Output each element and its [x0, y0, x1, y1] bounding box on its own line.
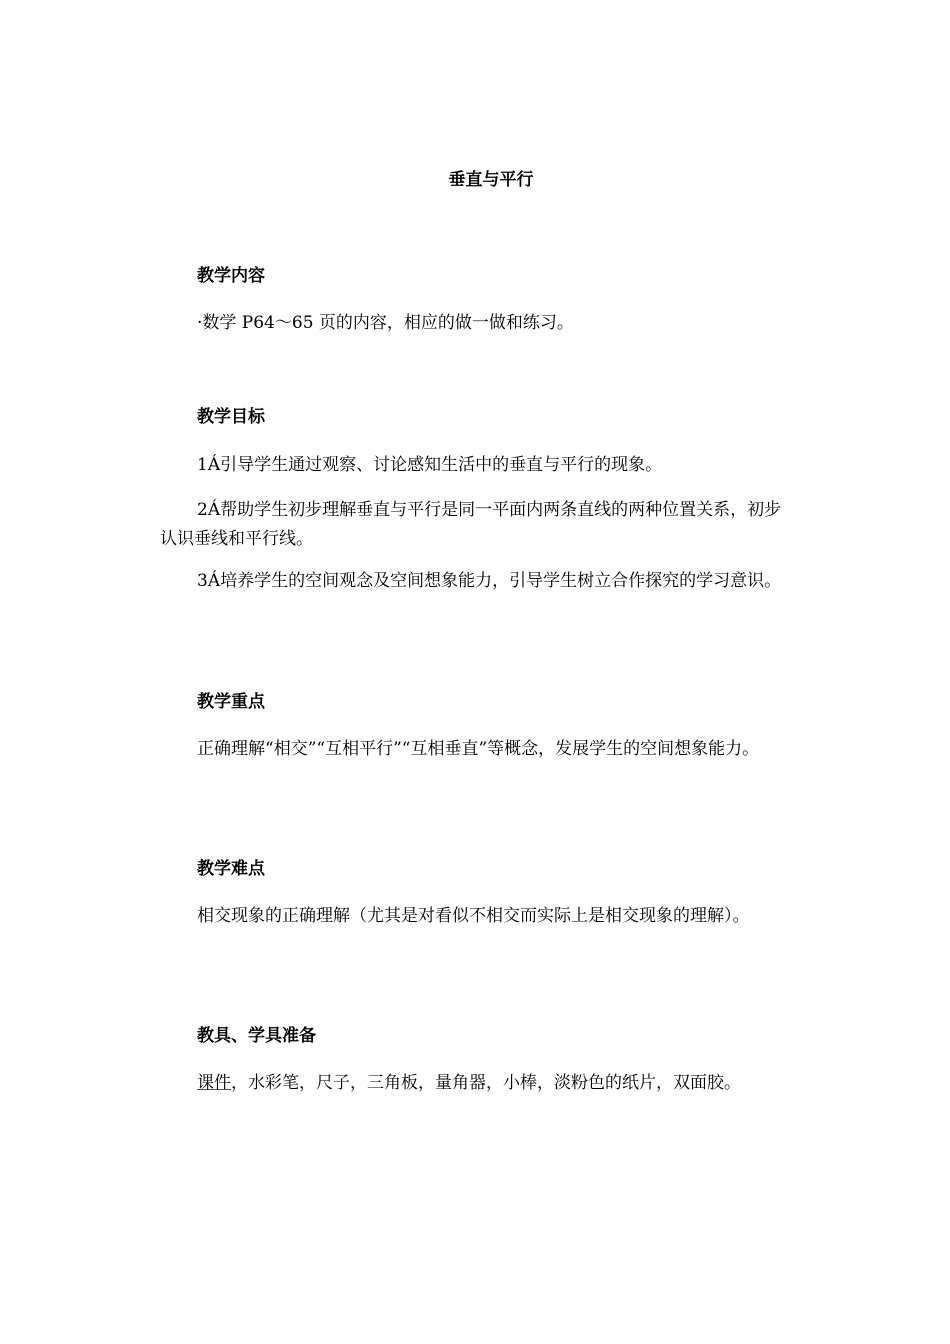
- materials-list: ，水彩笔，尺子，三角板，量角器，小棒，淡粉色的纸片，双面胶。: [231, 1073, 741, 1093]
- section-heading-key-points: 教学重点: [197, 692, 265, 712]
- paragraph-key-points: 正确理解“相交”“互相平行”“互相垂直”等概念，发展学生的空间想象能力。: [197, 739, 760, 759]
- paragraph-content: ·数学 P64～65 页的内容，相应的做一做和练习。: [197, 313, 574, 333]
- courseware-link[interactable]: 课件: [197, 1073, 231, 1093]
- paragraph-materials: [160, 1069, 790, 1098]
- paragraph-objective-3: 3Á培养学生的空间观念及空间想象能力，引导学生树立合作探究的学习意识。: [197, 571, 782, 591]
- paragraph-objective-1: 1Á引导学生通过观察、讨论感知生活中的垂直与平行的现象。: [197, 455, 663, 475]
- paragraph-difficulties: 相交现象的正确理解（尤其是对看似不相交而实际上是相交现象的理解）。: [197, 906, 750, 926]
- section-heading-materials: 教具、学具准备: [197, 1026, 316, 1046]
- section-heading-difficulties: 教学难点: [197, 859, 265, 879]
- section-heading-objectives: 教学目标: [197, 407, 265, 427]
- section-heading-content: 教学内容: [197, 266, 265, 286]
- paragraph-objective-2: 2Á帮助学生初步理解垂直与平行是同一平面内两条直线的两种位置关系，初步认识垂线和平行线。: [160, 500, 782, 549]
- document-title: 垂直与平行: [448, 170, 534, 190]
